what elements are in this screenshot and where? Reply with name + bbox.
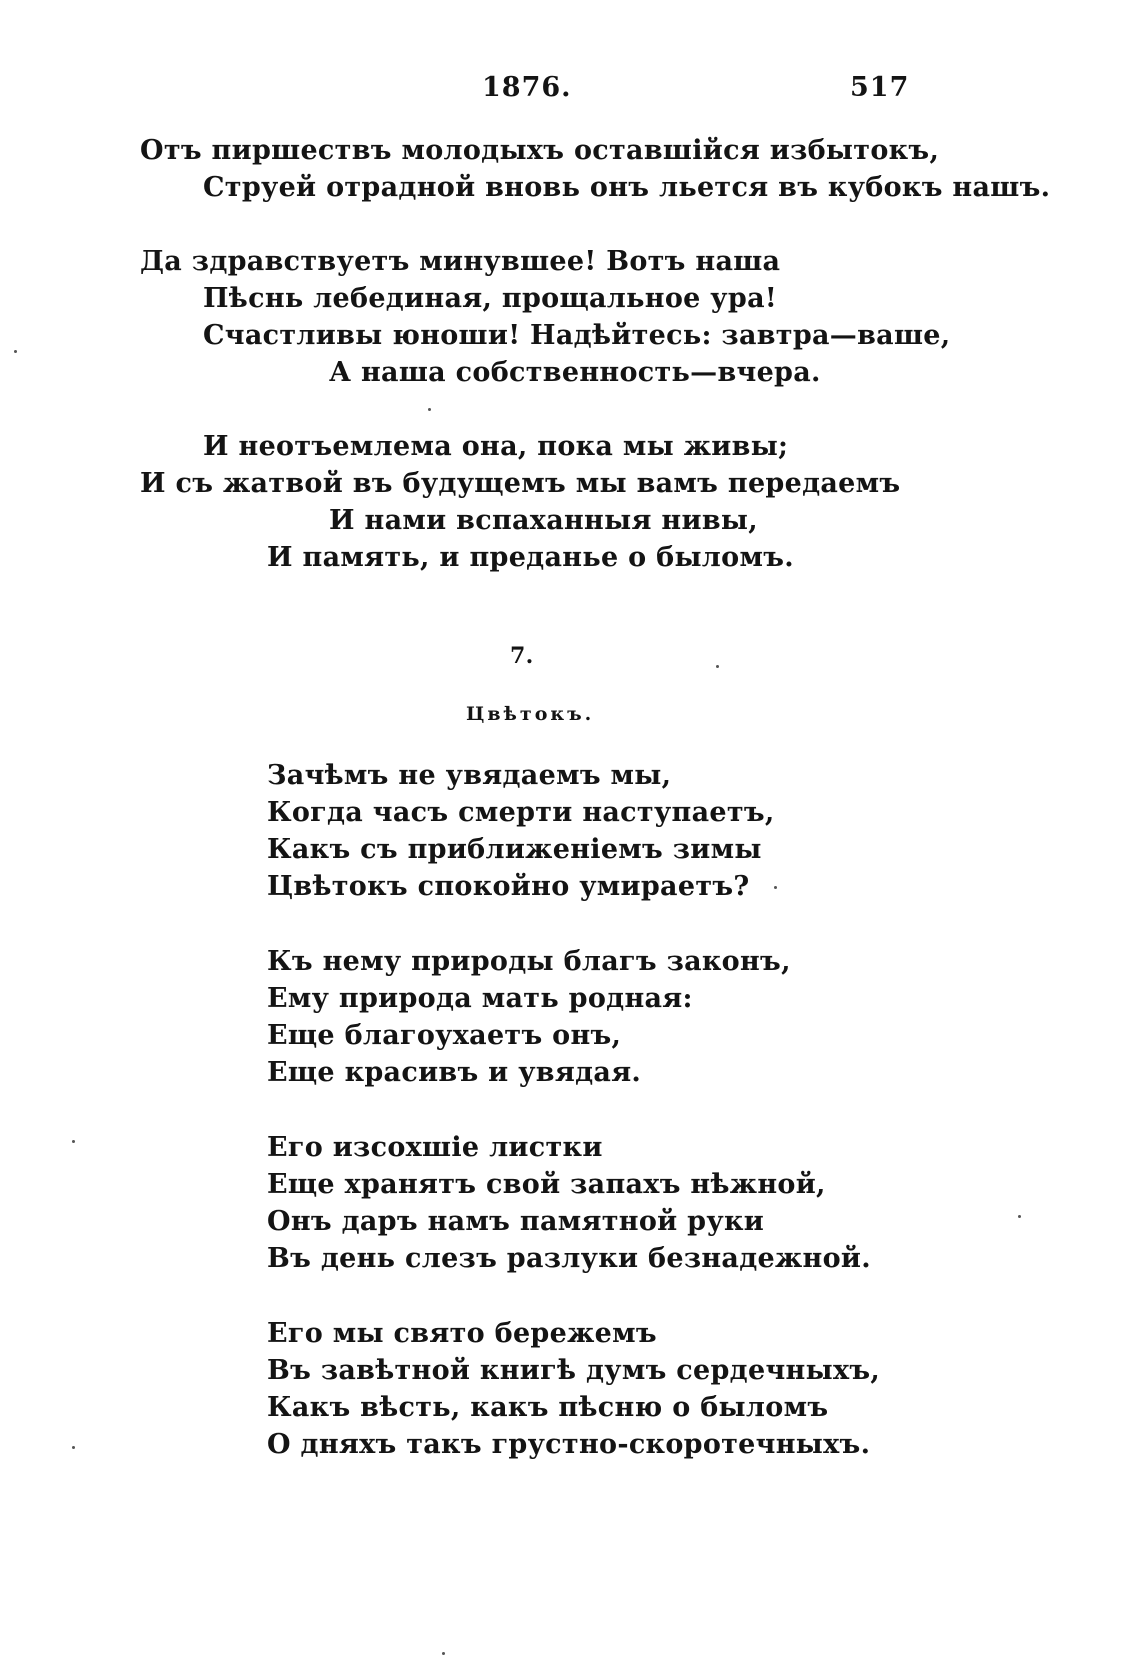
poem-line: Его мы свято бережемъ [267,1318,657,1349]
poem-line: Когда часъ смерти наступаетъ, [267,797,775,828]
scan-speck [716,665,719,668]
poem-line: Въ день слезъ разлуки безнадежной. [267,1243,871,1274]
poem-line: Пѣснь лебединая, прощальное ура! [203,283,778,314]
poem-line: А наша собственность—вчера. [329,357,821,388]
scan-speck [442,1652,445,1655]
poem-line: Струей отрадной вновь онъ льется въ кубокъ нашъ. [203,172,1051,203]
poem-line: Счастливы юноши! Надѣйтесь: завтра—ваше, [203,320,951,351]
scan-speck [1018,1215,1021,1218]
poem-line: Еще благоухаетъ онъ, [267,1020,622,1051]
poem-line: И неотъемлема она, пока мы живы; [203,431,789,462]
poem-line: Онъ даръ намъ памятной руки [267,1206,765,1237]
poem-line: Зачѣмъ не увядаемъ мы, [267,760,672,791]
running-header-year: 1876. [482,72,572,103]
scan-speck [774,886,777,889]
poem-line: Ему природа мать родная: [267,983,693,1014]
page-number: 517 [850,72,910,103]
poem-title: Цвѣтокъ. [466,703,595,725]
scan-speck [72,1446,75,1449]
poem-line: Какъ съ приближеніемъ зимы [267,834,762,865]
poem-line: Еще хранятъ свой запахъ нѣжной, [267,1169,826,1200]
scan-speck [14,350,17,353]
poem-number: 7. [510,643,534,669]
poem-line: Еще красивъ и увядая. [267,1057,642,1088]
poem-line: Отъ пиршествъ молодыхъ оставшійся избытокъ, [140,135,940,166]
poem-line: О дняхъ такъ грустно-скоротечныхъ. [267,1429,871,1460]
poem-line: Какъ вѣсть, какъ пѣсню о быломъ [267,1392,829,1423]
poem-line: И съ жатвой въ будущемъ мы вамъ передаемъ [140,468,901,499]
scan-speck [72,1140,75,1143]
poem-line: Цвѣтокъ спокойно умираетъ? [267,871,750,902]
scan-speck [428,408,431,411]
poem-line: Къ нему природы благъ законъ, [267,946,791,977]
poem-line: Въ завѣтной книгѣ думъ сердечныхъ, [267,1355,881,1386]
poem-line: Его изсохшіе листки [267,1132,603,1163]
poem-line: Да здравствуетъ минувшее! Вотъ наша [140,246,781,277]
poem-line: И нами вспаханныя нивы, [329,505,758,536]
poem-line: И память, и преданье о быломъ. [267,542,794,573]
